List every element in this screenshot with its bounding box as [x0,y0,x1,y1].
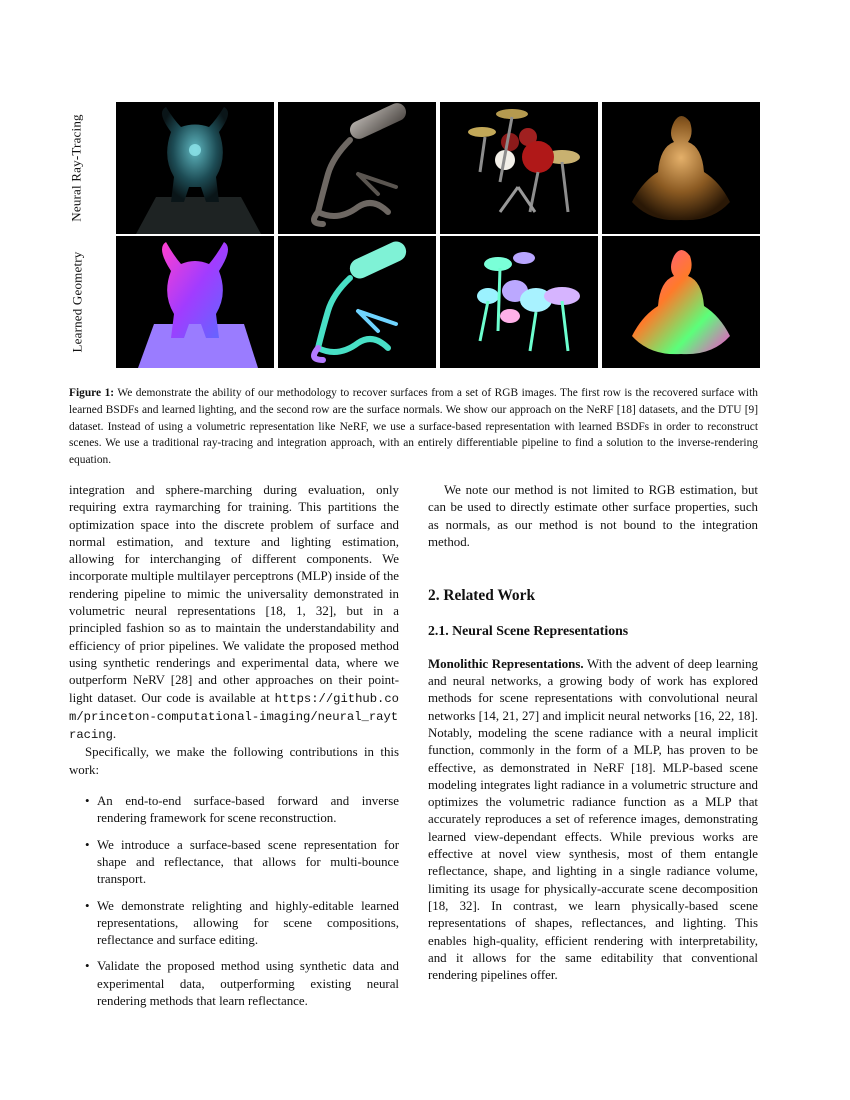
rgb-estimation-paragraph: We note our method is not limited to RGB estimation, but can be used to directly estimate other surface properties, such as normals, as our method is not bound to the integration method. [428,483,758,549]
code-link[interactable]: https://github.com/princeton-computational-imaging/neural_raytracing [69,691,399,743]
right-column [428,482,758,984]
panel-microphone-normals [278,236,436,368]
list-item: • We demonstrate relighting and highly-editable learned representations, allowing for scene compositions, reflectance and surface editing. [85,898,399,948]
list-item: • An end-to-end surface-based forward and inverse rendering framework for scene reconstruction. [85,794,399,826]
bullet-icon: • [85,959,90,974]
row-label-learned-geometry: Learned Geometry [69,251,85,353]
contributions-intro: Specifically, we make the following contributions in this work: [69,745,399,777]
bullet-icon: • [85,837,90,852]
panel-microphone-render [278,102,436,234]
figure-caption [69,385,758,469]
subsection-heading-neural-scene-representations: 2.1. Neural Scene Representations [428,623,629,639]
bullet-icon: • [85,794,90,809]
row-label-neural-ray-tracing: Neural Ray-Tracing [69,114,84,222]
panel-drums-normals [440,236,598,368]
intro-paragraph-continued: integration and sphere-marching during evaluation, only requiring extra raymarching for training. This partitions the optimization space into the discrete problem of surface and normal estimation, and texture and lighting estimation, allowing for interchanging of different components. We incorporate multiple multilayer perceptrons (MLP) inside of the rendering pipeline to mimic the universality demonstrated in volumetric neural representations [18, 1, 32], but in a principled fashion so as to maintain the understandability and efficiency of prior pipelines. We validate the proposed method using synthetic renderings and experimental data, where we outperform NeRV [28] and other approaches on their point-light dataset. Our code is available at https://github.com/princeton-computational-imaging/neural_raytracing. [69,483,399,743]
panel-buddha-normals [602,236,760,368]
figure-1 [66,100,758,372]
runin-heading: Monolithic Representations. [428,656,584,671]
panel-gargoyle-render [116,102,274,234]
section-heading-related-work: 2. Related Work [428,587,536,605]
panel-drums-render [440,102,598,234]
panel-buddha-render [602,102,760,234]
list-item: • We introduce a surface-based scene representation for shape and reflectance, that allows for multi-bounce transport. [85,837,399,887]
monolithic-representations-paragraph: Monolithic Representations. With the advent of deep learning and neural networks, a growing body of work has explored methods for scene representations with convolutional neural networks [14, 21, 27] and implicit neural networks [16, 22, 18]. Notably, modeling the scene radiance with a neural implicit function, commonly in the form of a MLP, has proven to be effective, as demonstrated in NeRF [18]. MLP-based scene modeling integrates light radiance in a volumetric structure and optimizes the volumetric radiance function as a MLP that accurately reproduces a set of reference images, demonstrating learned view-dependant effects. While previous works are effective at novel view synthesis, most of them entangle reflectance, shape, and lighting in a single radiance volume, limiting its usage for physically-accurate scene decomposition [18, 32]. In contrast, we learn physically-based scene representations of shapes, reflectances, and lighting. This enables high-quality, efficient rendering with interpretability, and it allows for the same editability that conventional rendering pipelines offer. [428,656,758,983]
list-item: • Validate the proposed method using synthetic data and experimental data, outperforming existing neural rendering methods that learn reflectance. [85,959,399,1009]
caption-text: We demonstrate the ability of our methodology to recover surfaces from a set of RGB images. The first row is the recovered surface with learned BSDFs and learned lighting, and the second row are the surface normals. We show our approach on the NeRF [18] datasets, and the DTU [9] dataset. Instead of using a volumetric representation like NeRF, we use a surface-based representation with learned BSDFs in order to reconstruct scenes. We use a traditional ray-tracing and integration approach, with an entirely differentiable pipeline to find a solution to the inverse-rendering equation. [69,387,758,467]
contributions-list [69,793,399,1010]
panel-gargoyle-normals [116,236,274,368]
bullet-icon: • [85,898,90,913]
caption-label: Figure 1: [69,387,115,399]
left-column [69,482,399,1019]
